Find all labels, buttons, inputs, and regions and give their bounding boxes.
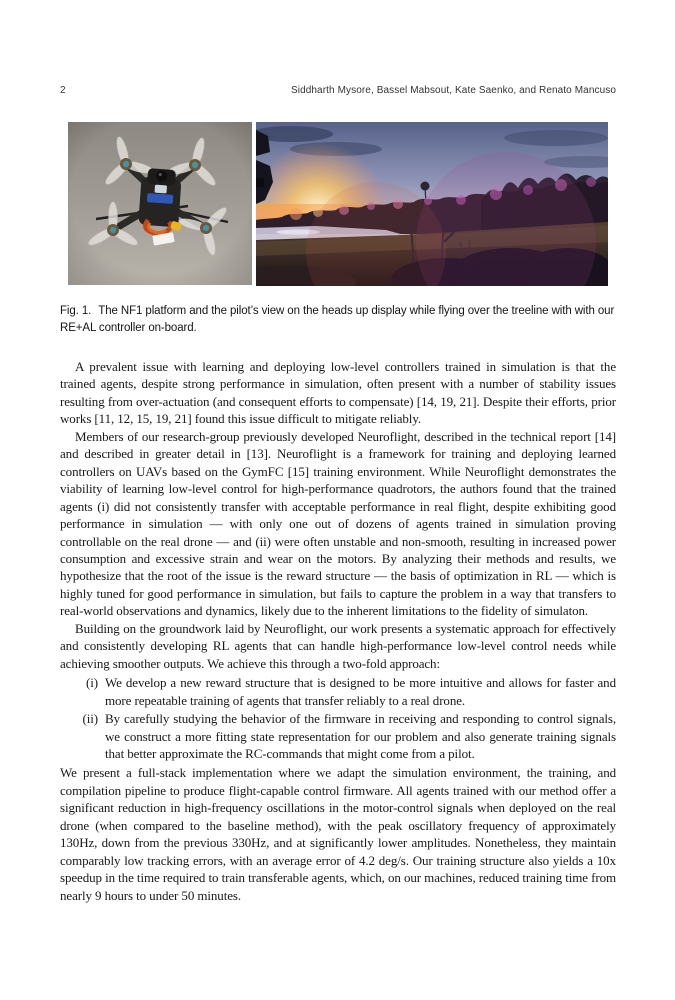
hud-photo-drawing bbox=[256, 122, 608, 286]
figure-caption bbox=[60, 303, 616, 336]
running-head bbox=[60, 85, 616, 96]
figure-1 bbox=[60, 122, 615, 336]
pilot-hud-treeline-photo bbox=[256, 122, 608, 286]
list-item-firmware-study bbox=[74, 710, 616, 762]
list-marker-ii: (ii) bbox=[82, 711, 98, 727]
running-authors: Siddharth Mysore, Bassel Mabsout, Kate Saenko, and Renato Mancuso bbox=[290, 85, 616, 96]
drone-photo-drawing bbox=[68, 122, 252, 285]
list-text-i: We develop a new reward structure that is designed to be more intuitive and allows for faster and more repeatable training of agents that transfer reliably to a real drone. bbox=[105, 675, 616, 708]
approach-list bbox=[60, 674, 616, 762]
paragraph-neuroflight: Members of our research-group previously developed Neuroflight, described in the technical report [14] and described in greater detail in [13]. Neuroflight is a framework for training and deploying learned controllers on UAVs based on the GymFC [15] training environment. While Neuroflight demonstrates the viability of learning low-level control for high-performance quadrotors, the authors found that the trained agents (i) did not consistently transfer with acceptable performance in real flight, despite exhibiting good performance in simulation — with only one out of dozens of agents trained in simulation proving controllable on the real drone — and (ii) were often unstable and non-smooth, resulting in increased power consumption and excessive strain and wear on the motors. By analyzing their methods and results, we hypothesize that the root of the issue is the reward structure — the basis of optimization in RL — which is highly tuned for good performance in simulation, but fails to capture the problem in a way that transfers to real-world observations and dynamics, likely due to the inherent limitations to the fidelity of simulaton. bbox=[60, 428, 616, 619]
list-marker-i: (i) bbox=[86, 675, 98, 691]
paragraph-prevalent-issue: A prevalent issue with learning and deploying low-level controllers trained in simulation is that the trained agents, despite strong performance in simulation, often present with a number of stability issues resulting from over-actuation (and consequent efforts to compensate) [14, 19, 21]. Despite their efforts, prior works [11, 12, 15, 19, 21] found this issue difficult to mitigate reliably. bbox=[60, 359, 616, 427]
figure-label: Fig. 1. bbox=[60, 305, 92, 317]
figure-photos bbox=[68, 122, 608, 286]
body-text bbox=[60, 358, 616, 904]
figure-caption-text: The NF1 platform and the pilot’s view on the heads up display while flying over the treeline with with our RE+AL controller on-board. bbox=[60, 305, 615, 334]
nf1-quadcopter-photo bbox=[68, 122, 252, 285]
list-text-ii: By carefully studying the behavior of the firmware in receiving and responding to control signals, we construct a more fitting state representation for our problem and also generate training signals that better approximate the RC-commands that might come from a pilot. bbox=[105, 711, 616, 761]
paragraph-full-stack: We present a full-stack implementation where we adapt the simulation environment, the training, and compilation pipeline to produce flight-capable control firmware. All agents trained with our method offer a significant reduction in high-frequency oscillations in the motor-control signals when deployed on the real drone (when compared to the baseline method), with the peak oscillatory frequency of approximately 130Hz, down from the previous 330Hz, and at significantly lower amplitudes. Nonetheless, they maintain comparably low tracking errors, with an average error of 4.2 deg/s. Our training structure also yields a 10x speedup in the time required to train transferable agents, which, on our machines, reduced training time from nearly 9 hours to under 50 minutes. bbox=[60, 765, 616, 903]
page-number: 2 bbox=[60, 85, 66, 96]
list-item-reward-structure bbox=[74, 674, 616, 709]
paragraph-groundwork: Building on the groundwork laid by Neuroflight, our work presents a systematic approach for effectively and consistently developing RL agents that can handle high-performance low-level control needs while achieving smoother outputs. We achieve this through a two-fold approach: bbox=[60, 620, 616, 671]
